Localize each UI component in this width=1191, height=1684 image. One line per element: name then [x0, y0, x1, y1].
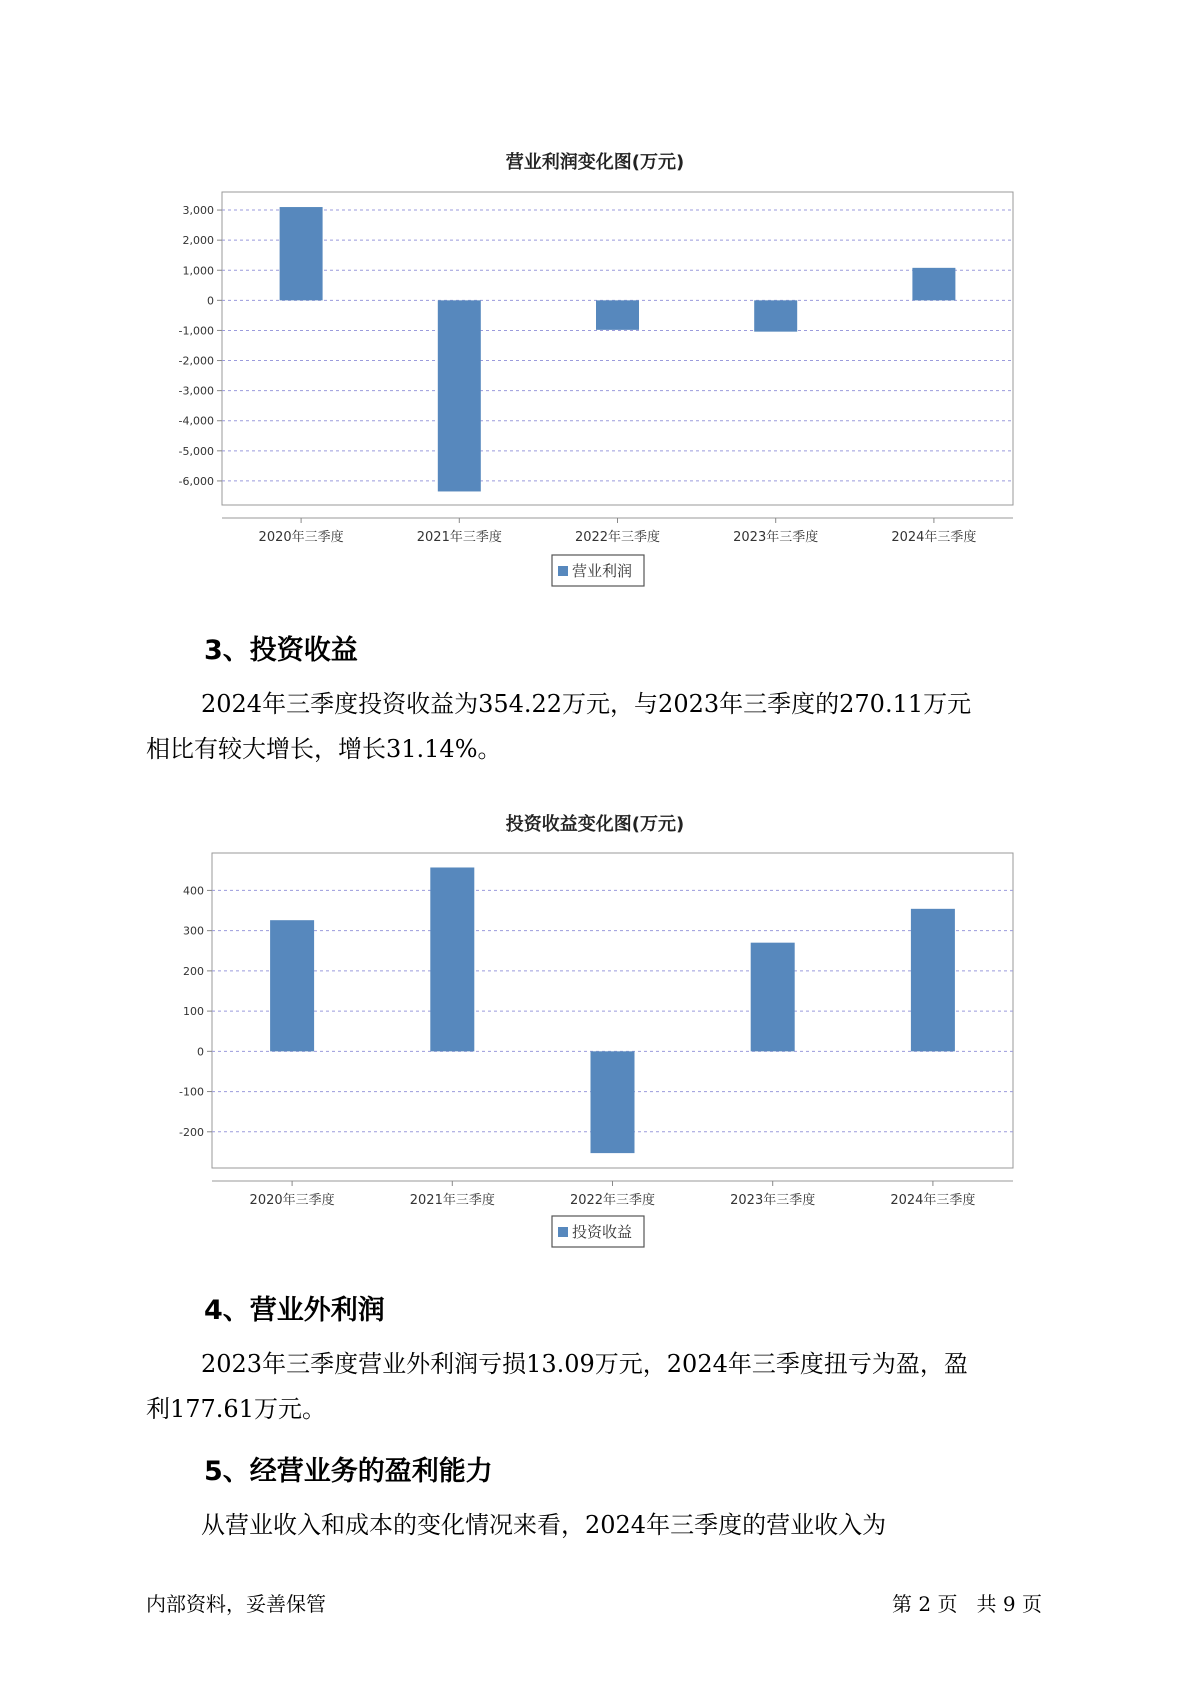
y-tick-label: -4,000 — [178, 414, 214, 428]
x-tick-label: 2020年三季度 — [258, 530, 344, 545]
bar — [438, 300, 481, 491]
section-4-line-1: 2023年三季度营业外利润亏损13.09万元，2024年三季度扭亏为盈，盈 — [201, 1350, 968, 1378]
bar — [430, 867, 474, 1051]
section-3-heading: 3、投资收益 — [204, 635, 358, 666]
bar — [270, 920, 314, 1051]
x-tick-label: 2020年三季度 — [249, 1193, 335, 1208]
bar — [591, 1051, 635, 1153]
x-tick-label: 2021年三季度 — [416, 530, 502, 545]
y-tick-label: 1,000 — [182, 264, 214, 278]
x-tick-label: 2023年三季度 — [733, 530, 819, 545]
chart-title: 投资收益变化图(万元) — [505, 814, 685, 835]
section-3-line-1: 2024年三季度投资收益为354.22万元，与2023年三季度的270.11万元 — [201, 690, 972, 718]
y-tick-label: -200 — [179, 1125, 204, 1139]
legend-label: 营业利润 — [572, 562, 633, 580]
operating-profit-chart-svg — [0, 0, 1191, 600]
chart-title: 营业利润变化图(万元) — [505, 152, 685, 173]
y-tick-label: 200 — [183, 964, 204, 978]
footer-page-number: 第 2 页 共 9 页 — [892, 1592, 1042, 1616]
y-tick-label: 400 — [183, 884, 204, 898]
investment-income-chart-svg — [0, 800, 1191, 1250]
legend-label: 投资收益 — [572, 1223, 633, 1241]
section-5-paragraph — [146, 1503, 1066, 1548]
footer-confidential-note: 内部资料，妥善保管 — [146, 1592, 326, 1616]
y-tick-label: -2,000 — [178, 354, 214, 368]
x-tick-label: 2024年三季度 — [891, 530, 977, 545]
y-tick-label: 0 — [197, 1045, 204, 1059]
section-3-paragraph — [146, 682, 1066, 772]
x-tick-label: 2022年三季度 — [574, 530, 661, 545]
section-3-line-2: 相比有较大增长，增长31.14%。 — [146, 735, 502, 763]
x-tick-label: 2021年三季度 — [409, 1193, 495, 1208]
section-4-heading: 4、营业外利润 — [204, 1295, 385, 1326]
bar — [596, 300, 639, 329]
plot-area — [222, 192, 1013, 505]
y-tick-label: 300 — [183, 924, 204, 938]
y-tick-label: 3,000 — [182, 204, 214, 218]
y-tick-label: 0 — [207, 294, 214, 308]
y-tick-label: -100 — [179, 1085, 204, 1099]
y-tick-label: -1,000 — [178, 324, 214, 338]
y-tick-label: -3,000 — [178, 384, 214, 398]
investment-income-chart — [0, 800, 1191, 1250]
section-5-heading: 5、经营业务的盈利能力 — [204, 1456, 493, 1487]
bar — [280, 207, 323, 300]
y-tick-label: -5,000 — [178, 444, 214, 458]
x-tick-label: 2023年三季度 — [730, 1193, 816, 1208]
section-5-line-1: 从营业收入和成本的变化情况来看，2024年三季度的营业收入为 — [201, 1511, 887, 1539]
section-4-line-2: 利177.61万元。 — [146, 1395, 326, 1423]
bar — [754, 300, 797, 331]
x-tick-label: 2024年三季度 — [890, 1193, 976, 1208]
legend-swatch — [558, 566, 568, 576]
operating-profit-chart — [0, 0, 1191, 600]
y-tick-label: 100 — [183, 1005, 204, 1019]
legend-swatch — [558, 1227, 568, 1237]
bar — [911, 909, 955, 1052]
bar — [751, 943, 795, 1052]
legend — [552, 1216, 644, 1247]
legend — [552, 555, 644, 586]
bar — [912, 268, 955, 301]
section-4-paragraph — [146, 1342, 1066, 1432]
y-tick-label: 2,000 — [182, 234, 214, 248]
x-tick-label: 2022年三季度 — [569, 1193, 656, 1208]
y-tick-label: -6,000 — [178, 474, 214, 488]
